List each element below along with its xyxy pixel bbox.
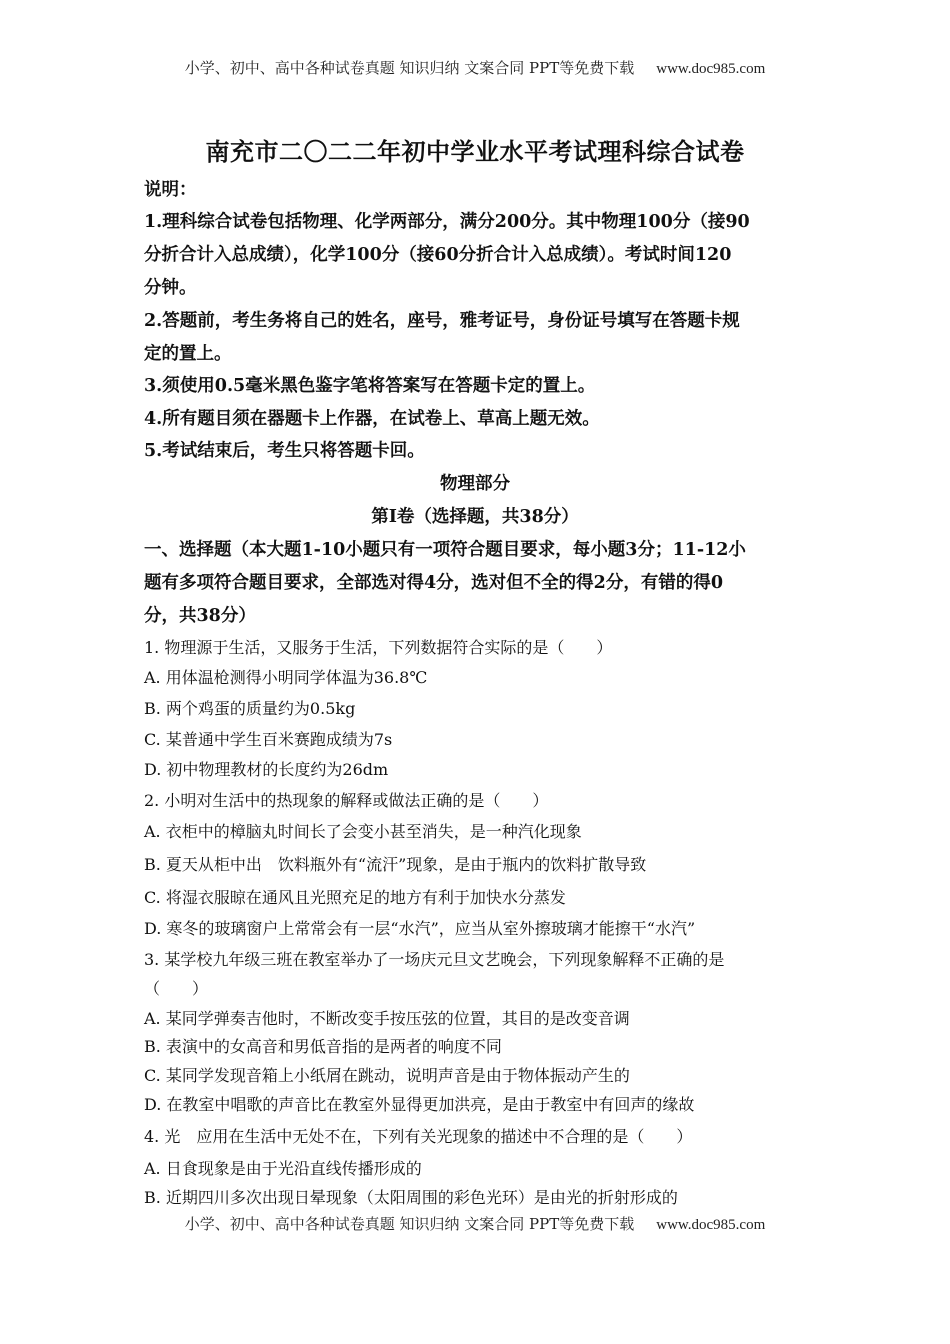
question-1-option-a: A. 用体温枪测得小明同学体温为36.8℃ xyxy=(144,668,428,687)
note-3: 3.须使用0.5毫米黑色鉴字笔将答案写在答题卡定的置上。 xyxy=(144,376,596,396)
question-1-option-c: C. 某普通中学生百米赛跑成绩为7s xyxy=(144,730,393,749)
notes-label: 说明： xyxy=(144,180,197,200)
note-4: 4.所有题目须在器题卡上作器，在试卷上、草高上题无效。 xyxy=(144,409,600,429)
question-2-option-b: B. 夏天从柜中出 饮料瓶外有“流汗”现象，是由于瓶内的饮料扩散导致 xyxy=(144,855,647,874)
footer-text: 小学、初中、高中各种试卷真题 知识归纳 文案合同 PPT等免费下载 xyxy=(184,1215,635,1233)
exam-title: 南充市二〇二二年初中学业水平考试理科综合试卷 xyxy=(205,137,745,166)
question-2-option-a: A. 衣柜中的樟脑丸时间长了会变小甚至消失，是一种汽化现象 xyxy=(144,822,582,841)
note-1-line-1: 1.理科综合试卷包括物理、化学两部分，满分200分。其中物理100分（接90 xyxy=(144,212,750,232)
footer-link[interactable]: www.doc985.com xyxy=(656,1217,766,1233)
question-2-option-d: D. 寒冬的玻璃窗户上常常会有一层“水汽”，应当从室外擦玻璃才能擦干“水汽” xyxy=(144,919,696,938)
question-1-option-b: B. 两个鸡蛋的质量约为0.5kg xyxy=(144,699,356,718)
question-4-stem: 4. 光 应用在生活中无处不在，下列有关光现象的描述中不合理的是（ ） xyxy=(144,1127,693,1146)
question-4-option-b: B. 近期四川多次出现日晕现象（太阳周围的彩色光环）是由光的折射形成的 xyxy=(144,1188,678,1207)
question-2-stem: 2. 小明对生活中的热现象的解释或做法正确的是（ ） xyxy=(144,791,549,810)
question-3-answer-paren: （ ） xyxy=(144,979,209,998)
note-2-line-2: 定的置上。 xyxy=(144,344,232,364)
question-4-option-a: A. 日食现象是由于光沿直线传播形成的 xyxy=(144,1159,422,1178)
section-instructions-line-1: 一、选择题（本大题1-10小题只有一项符合题目要求，每小题3分；11-12小 xyxy=(144,540,746,560)
page-footer xyxy=(0,1213,950,1234)
question-1-option-d: D. 初中物理教材的长度约为26dm xyxy=(144,760,389,779)
section-instructions-line-3: 分，共38分） xyxy=(144,606,256,626)
question-3-option-c: C. 某同学发现音箱上小纸屑在跳动，说明声音是由于物体振动产生的 xyxy=(144,1066,630,1085)
page-header xyxy=(0,57,950,78)
note-2-line-1: 2.答题前，考生务将自己的姓名，座号，雅考证号，身份证号填写在答题卡规 xyxy=(144,311,740,331)
header-text: 小学、初中、高中各种试卷真题 知识归纳 文案合同 PPT等免费下载 xyxy=(184,59,635,77)
question-3-option-a: A. 某同学弹奏吉他时，不断改变手按压弦的位置，其目的是改变音调 xyxy=(144,1009,630,1028)
note-1-line-2: 分折合计入总成绩），化学100分（接60分折合计入总成绩）。考试时间120 xyxy=(144,245,732,265)
header-link[interactable]: www.doc985.com xyxy=(656,61,766,77)
question-1-stem: 1. 物理源于生活，又服务于生活，下列数据符合实际的是（ ） xyxy=(144,638,613,657)
question-2-option-c: C. 将湿衣服晾在通风且光照充足的地方有利于加快水分蒸发 xyxy=(144,888,566,907)
note-1-line-3: 分钟。 xyxy=(144,278,197,298)
part-heading: 物理部分 xyxy=(440,474,510,494)
question-3-stem: 3. 某学校九年级三班在教室举办了一场庆元旦文艺晚会，下列现象解释不正确的是 xyxy=(144,950,725,969)
volume-heading: 第Ⅰ卷（选择题，共38分） xyxy=(371,507,579,527)
section-instructions-line-2: 题有多项符合题目要求，全部选对得4分，选对但不全的得2分，有错的得0 xyxy=(144,573,724,593)
question-3-option-b: B. 表演中的女高音和男低音指的是两者的响度不同 xyxy=(144,1037,502,1056)
question-3-option-d: D. 在教室中唱歌的声音比在教室外显得更加洪亮，是由于教室中有回声的缘故 xyxy=(144,1095,695,1114)
note-5: 5.考试结束后，考生只将答题卡回。 xyxy=(144,441,425,461)
